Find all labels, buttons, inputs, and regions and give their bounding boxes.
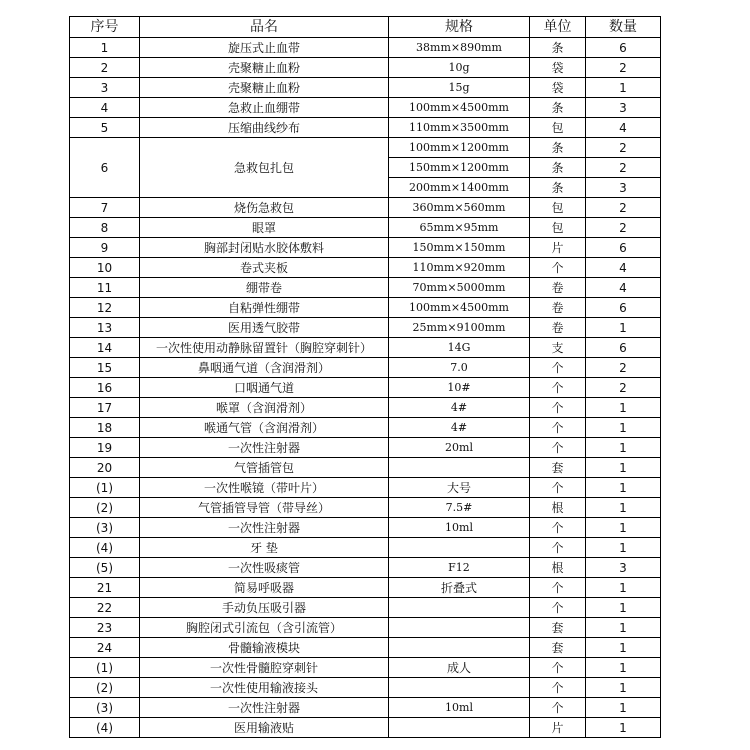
item-unit: 个 [530, 378, 586, 398]
item-name: 口咽通气道 [140, 378, 389, 398]
item-name: 眼罩 [140, 218, 389, 238]
item-unit: 卷 [530, 278, 586, 298]
item-qty: 2 [586, 138, 661, 158]
item-qty: 3 [586, 98, 661, 118]
item-qty: 6 [586, 38, 661, 58]
item-unit: 个 [530, 518, 586, 538]
row-number: 17 [70, 398, 140, 418]
item-spec: 大号 [389, 478, 530, 498]
item-name: 医用透气胶带 [140, 318, 389, 338]
table-row [70, 138, 661, 158]
table-row [70, 58, 661, 78]
item-spec: 110mm×3500mm [389, 118, 530, 138]
item-spec [389, 618, 530, 638]
table-row [70, 498, 661, 518]
item-unit: 条 [530, 138, 586, 158]
item-qty: 4 [586, 118, 661, 138]
item-unit: 个 [530, 658, 586, 678]
item-name: 喉罩（含润滑剂） [140, 398, 389, 418]
item-spec: 100mm×4500mm [389, 298, 530, 318]
table-row [70, 678, 661, 698]
item-name: 骨髓输液模块 [140, 638, 389, 658]
item-name: 鼻咽通气道（含润滑剂） [140, 358, 389, 378]
row-number: 14 [70, 338, 140, 358]
item-name: 喉通气管（含润滑剂） [140, 418, 389, 438]
item-spec: 70mm×5000mm [389, 278, 530, 298]
row-number: (3) [70, 698, 140, 718]
item-name: 卷式夹板 [140, 258, 389, 278]
item-name: 医用输液贴 [140, 718, 389, 738]
table-row [70, 198, 661, 218]
item-qty: 1 [586, 698, 661, 718]
item-qty: 1 [586, 678, 661, 698]
row-number: 20 [70, 458, 140, 478]
item-spec: 360mm×560mm [389, 198, 530, 218]
item-spec [389, 678, 530, 698]
item-qty: 1 [586, 518, 661, 538]
table-row [70, 598, 661, 618]
item-qty: 1 [586, 638, 661, 658]
item-qty: 6 [586, 338, 661, 358]
item-name: 自粘弹性绷带 [140, 298, 389, 318]
item-unit: 条 [530, 158, 586, 178]
item-unit: 个 [530, 598, 586, 618]
item-qty: 2 [586, 378, 661, 398]
item-unit: 包 [530, 118, 586, 138]
item-spec: 成人 [389, 658, 530, 678]
item-name: 一次性注射器 [140, 438, 389, 458]
item-qty: 1 [586, 438, 661, 458]
item-name: 一次性吸痰管 [140, 558, 389, 578]
table-row [70, 278, 661, 298]
item-spec: 65mm×95mm [389, 218, 530, 238]
table-row [70, 338, 661, 358]
item-spec [389, 538, 530, 558]
item-name: 一次性注射器 [140, 518, 389, 538]
item-qty: 3 [586, 558, 661, 578]
item-unit: 根 [530, 558, 586, 578]
table-row [70, 238, 661, 258]
item-unit: 袋 [530, 78, 586, 98]
row-number: 16 [70, 378, 140, 398]
item-unit: 卷 [530, 298, 586, 318]
item-unit: 个 [530, 358, 586, 378]
item-qty: 2 [586, 358, 661, 378]
supply-table [69, 16, 661, 738]
row-number: 4 [70, 98, 140, 118]
item-spec: 38mm×890mm [389, 38, 530, 58]
row-number: (3) [70, 518, 140, 538]
header-qty: 数量 [586, 17, 661, 38]
item-spec: 7.0 [389, 358, 530, 378]
row-number: (2) [70, 678, 140, 698]
item-spec: 25mm×9100mm [389, 318, 530, 338]
table-row [70, 318, 661, 338]
header-row [70, 17, 661, 38]
item-spec: 10ml [389, 518, 530, 538]
row-number: (1) [70, 478, 140, 498]
table-row [70, 438, 661, 458]
item-unit: 根 [530, 498, 586, 518]
item-spec: 14G [389, 338, 530, 358]
table-row [70, 538, 661, 558]
item-unit: 个 [530, 578, 586, 598]
table-row [70, 478, 661, 498]
item-name: 烧伤急救包 [140, 198, 389, 218]
item-unit: 支 [530, 338, 586, 358]
row-number: (1) [70, 658, 140, 678]
item-name: 气管插管包 [140, 458, 389, 478]
table-row [70, 378, 661, 398]
item-qty: 2 [586, 198, 661, 218]
item-unit: 套 [530, 638, 586, 658]
row-number: (4) [70, 718, 140, 738]
item-qty: 1 [586, 478, 661, 498]
row-number: 1 [70, 38, 140, 58]
item-unit: 个 [530, 538, 586, 558]
row-number: 21 [70, 578, 140, 598]
row-number: 11 [70, 278, 140, 298]
item-name: 一次性喉镜（带叶片） [140, 478, 389, 498]
item-spec: 7.5# [389, 498, 530, 518]
item-qty: 1 [586, 78, 661, 98]
item-spec: 110mm×920mm [389, 258, 530, 278]
item-qty: 6 [586, 238, 661, 258]
item-unit: 片 [530, 238, 586, 258]
item-unit: 片 [530, 718, 586, 738]
table-row [70, 358, 661, 378]
item-qty: 3 [586, 178, 661, 198]
item-unit: 条 [530, 178, 586, 198]
table-row [70, 258, 661, 278]
item-name: 气管插管导管（带导丝） [140, 498, 389, 518]
item-spec [389, 598, 530, 618]
table-row [70, 658, 661, 678]
item-spec: 折叠式 [389, 578, 530, 598]
item-qty: 1 [586, 578, 661, 598]
item-qty: 6 [586, 298, 661, 318]
table-row [70, 78, 661, 98]
item-qty: 2 [586, 58, 661, 78]
table-row [70, 398, 661, 418]
item-name: 牙 垫 [140, 538, 389, 558]
row-number: 24 [70, 638, 140, 658]
table-body [70, 38, 661, 738]
table-row [70, 518, 661, 538]
row-number: (5) [70, 558, 140, 578]
item-unit: 个 [530, 398, 586, 418]
item-spec: 4# [389, 418, 530, 438]
item-spec: 20ml [389, 438, 530, 458]
item-unit: 个 [530, 438, 586, 458]
item-qty: 1 [586, 598, 661, 618]
item-spec: 10# [389, 378, 530, 398]
item-spec [389, 718, 530, 738]
item-spec: 10g [389, 58, 530, 78]
item-spec: 10ml [389, 698, 530, 718]
table-row [70, 38, 661, 58]
header-unit: 单位 [530, 17, 586, 38]
item-qty: 2 [586, 158, 661, 178]
item-qty: 1 [586, 398, 661, 418]
row-number: 12 [70, 298, 140, 318]
item-spec [389, 458, 530, 478]
item-unit: 包 [530, 218, 586, 238]
row-number: 9 [70, 238, 140, 258]
item-qty: 1 [586, 498, 661, 518]
row-number: 18 [70, 418, 140, 438]
row-number: 3 [70, 78, 140, 98]
row-number: 13 [70, 318, 140, 338]
item-spec: 100mm×4500mm [389, 98, 530, 118]
item-name: 急救包扎包 [140, 138, 389, 198]
item-name: 压缩曲线纱布 [140, 118, 389, 138]
table-row [70, 98, 661, 118]
item-name: 绷带卷 [140, 278, 389, 298]
item-name: 一次性使用输液接头 [140, 678, 389, 698]
header-spec: 规格 [389, 17, 530, 38]
row-number: 15 [70, 358, 140, 378]
item-unit: 袋 [530, 58, 586, 78]
item-name: 急救止血绷带 [140, 98, 389, 118]
item-name: 简易呼吸器 [140, 578, 389, 598]
item-name: 一次性注射器 [140, 698, 389, 718]
row-number: 23 [70, 618, 140, 638]
item-unit: 条 [530, 38, 586, 58]
item-spec: 200mm×1400mm [389, 178, 530, 198]
item-name: 旋压式止血带 [140, 38, 389, 58]
item-qty: 1 [586, 458, 661, 478]
row-number: 8 [70, 218, 140, 238]
row-number: 7 [70, 198, 140, 218]
item-name: 壳聚糖止血粉 [140, 58, 389, 78]
row-number: 2 [70, 58, 140, 78]
row-number: 5 [70, 118, 140, 138]
table-row [70, 218, 661, 238]
item-qty: 2 [586, 218, 661, 238]
item-unit: 个 [530, 418, 586, 438]
row-number: (2) [70, 498, 140, 518]
item-spec: 150mm×150mm [389, 238, 530, 258]
table-row [70, 698, 661, 718]
table-row [70, 458, 661, 478]
table-row [70, 558, 661, 578]
item-unit: 个 [530, 258, 586, 278]
item-name: 一次性骨髓腔穿刺针 [140, 658, 389, 678]
item-unit: 条 [530, 98, 586, 118]
table-row [70, 638, 661, 658]
item-name: 手动负压吸引器 [140, 598, 389, 618]
item-spec: 4# [389, 398, 530, 418]
header-name: 品名 [140, 17, 389, 38]
item-unit: 包 [530, 198, 586, 218]
item-qty: 1 [586, 658, 661, 678]
table-row [70, 618, 661, 638]
table-row [70, 418, 661, 438]
item-name: 一次性使用动静脉留置针（胸腔穿刺针） [140, 338, 389, 358]
item-qty: 4 [586, 278, 661, 298]
item-spec: F12 [389, 558, 530, 578]
item-qty: 4 [586, 258, 661, 278]
item-qty: 1 [586, 618, 661, 638]
table-row [70, 298, 661, 318]
item-qty: 1 [586, 318, 661, 338]
item-qty: 1 [586, 718, 661, 738]
item-qty: 1 [586, 538, 661, 558]
item-name: 胸部封闭贴水胶体敷料 [140, 238, 389, 258]
row-number: 22 [70, 598, 140, 618]
table-row [70, 718, 661, 738]
item-spec: 15g [389, 78, 530, 98]
row-number: 19 [70, 438, 140, 458]
header-no: 序号 [70, 17, 140, 38]
row-number: 10 [70, 258, 140, 278]
item-name: 壳聚糖止血粉 [140, 78, 389, 98]
row-number: (4) [70, 538, 140, 558]
table-row [70, 118, 661, 138]
table-row [70, 578, 661, 598]
item-spec: 150mm×1200mm [389, 158, 530, 178]
item-spec: 100mm×1200mm [389, 138, 530, 158]
item-unit: 个 [530, 478, 586, 498]
item-qty: 1 [586, 418, 661, 438]
row-number: 6 [70, 138, 140, 198]
item-unit: 套 [530, 458, 586, 478]
item-unit: 套 [530, 618, 586, 638]
item-spec [389, 638, 530, 658]
item-unit: 卷 [530, 318, 586, 338]
item-unit: 个 [530, 678, 586, 698]
item-unit: 个 [530, 698, 586, 718]
item-name: 胸腔闭式引流包（含引流管） [140, 618, 389, 638]
